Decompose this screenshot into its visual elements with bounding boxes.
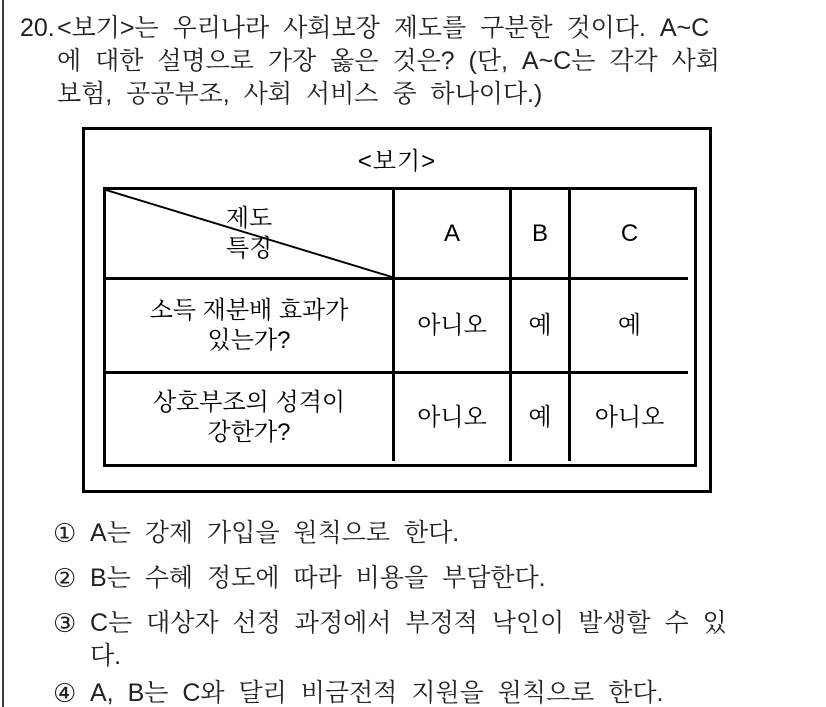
column-divider-line [2, 0, 4, 707]
question-text-1: <보기>는 우리나라 사회보장 제도를 구분한 것이다. A~C [57, 14, 710, 42]
row2-value-b: 예 [512, 374, 571, 461]
option-3-text-line1: C는 대상자 선정 과정에서 부정적 낙인이 발생할 수 있 [90, 609, 727, 637]
column-header-b: B [512, 190, 571, 280]
row1-value-a: 아니오 [395, 280, 512, 374]
option-1-text: A는 강제 가입을 원칙으로 한다. [90, 519, 460, 547]
column-header-c: C [571, 190, 688, 280]
row2-value-c: 아니오 [571, 374, 688, 461]
question-number: 20. [20, 14, 55, 42]
row1-feature-cell [106, 280, 395, 374]
option-3-marker: ③ [53, 608, 77, 638]
row2-feature-line1: 상호부조의 성격이 [152, 388, 346, 416]
bogi-title: <보기> [357, 148, 437, 175]
answer-option-2 [53, 562, 546, 595]
question-line-3: 보험, 공공부조, 사회 서비스 중 하나이다.) [57, 80, 543, 108]
comparison-table [103, 187, 697, 467]
question-line-1 [20, 12, 800, 45]
row2-feature-cell [106, 374, 395, 461]
row1-feature-line2: 있는가? [207, 326, 291, 354]
option-2-marker: ② [53, 563, 77, 593]
corner-label-system: 제도 [225, 204, 273, 232]
option-2-text: B는 수혜 정도에 따라 비용을 부담한다. [90, 564, 546, 592]
column-header-a: A [395, 190, 512, 280]
bogi-box [82, 127, 712, 493]
row2-value-a: 아니오 [395, 374, 512, 461]
row1-value-c: 예 [571, 280, 688, 374]
row2-feature-line2: 강한가? [207, 418, 291, 446]
answer-option-4 [53, 677, 663, 707]
question-stem [20, 12, 800, 111]
row1-feature-line1: 소득 재분배 효과가 [149, 296, 349, 324]
table-corner-cell [106, 190, 395, 280]
answer-option-1 [53, 517, 459, 550]
option-1-marker: ① [53, 518, 77, 548]
option-3-text-line2: 다. [90, 642, 122, 670]
option-4-marker: ④ [53, 678, 77, 707]
question-line-2: 에 대한 설명으로 가장 옳은 것은? (단, A~C는 각각 사회 [57, 47, 720, 75]
row1-value-b: 예 [512, 280, 571, 374]
option-3-text [90, 607, 727, 673]
answer-option-3 [53, 607, 727, 673]
corner-label-feature: 특징 [225, 234, 273, 262]
option-4-text: A, B는 C와 달리 비금전적 지원을 원칙으로 한다. [90, 679, 664, 707]
